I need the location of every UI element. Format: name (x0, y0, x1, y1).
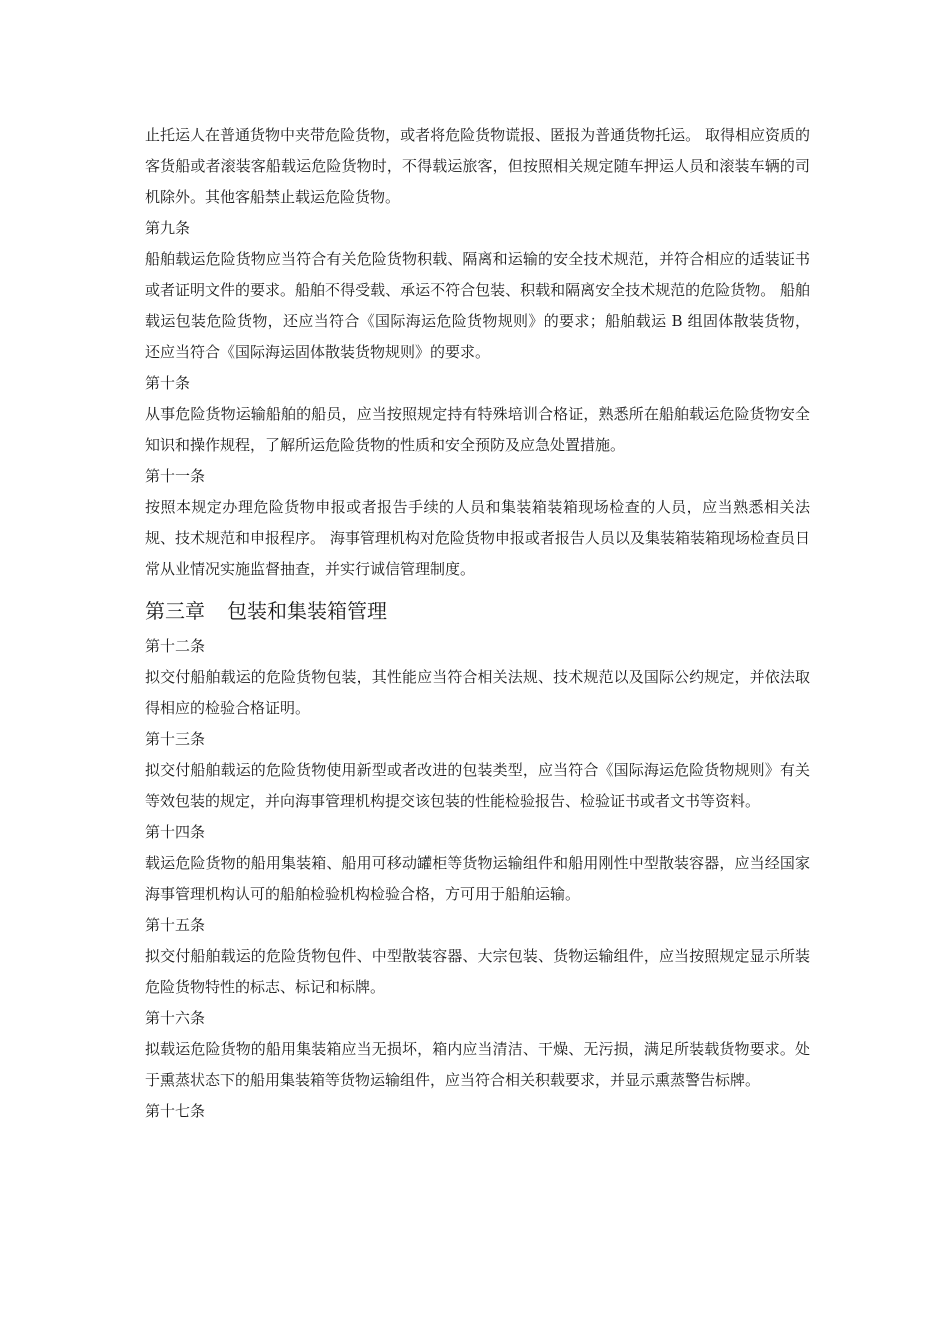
paragraph: 船舶载运危险货物应当符合有关危险货物积载、隔离和运输的安全技术规范，并符合相应的适装证书或者证明文件的要求。船舶不得受载、承运不符合包装、积载和隔离安全技术规范的危险货物。 船舶载运包装危险货物，还应当符合《国际海运危险货物规则》的要求；船舶载运 B 组固体散装货物，还应当符合《国际海运固体散装货物规则》的要求。 (145, 250, 810, 361)
paragraph: 拟载运危险货物的船用集装箱应当无损坏，箱内应当清洁、干燥、无污损，满足所装载货物要求。处于熏蒸状态下的船用集装箱等货物运输组件，应当符合相关积载要求，并显示熏蒸警告标牌。 (145, 1040, 810, 1089)
paragraph: 拟交付船舶载运的危险货物包装，其性能应当符合相关法规、技术规范以及国际公约规定，并依法取得相应的检验合格证明。 (145, 668, 810, 717)
chapter-heading (145, 597, 810, 625)
paragraph: 拟交付船舶载运的危险货物使用新型或者改进的包装类型，应当符合《国际海运危险货物规则》有关等效包装的规定，并向海事管理机构提交该包装的性能检验报告、检验证书或者文书等资料。 (145, 761, 810, 810)
article-heading: 第十四条 (145, 823, 206, 841)
article-heading: 第十七条 (145, 1102, 206, 1120)
chapter-number: 第三章 (145, 599, 205, 623)
article-heading: 第十三条 (145, 730, 206, 748)
paragraph: 按照本规定办理危险货物申报或者报告手续的人员和集装箱装箱现场检查的人员，应当熟悉相关法规、技术规范和申报程序。 海事管理机构对危险货物申报或者报告人员以及集装箱装箱现场检查员日常从业情况实施监督抽查，并实行诚信管理制度。 (145, 498, 810, 578)
document-page (145, 120, 810, 1127)
article-heading: 第十五条 (145, 916, 206, 934)
article-heading: 第十条 (145, 374, 191, 392)
article-heading: 第十六条 (145, 1009, 206, 1027)
article-heading: 第九条 (145, 219, 191, 237)
paragraph: 载运危险货物的船用集装箱、船用可移动罐柜等货物运输组件和船用刚性中型散装容器，应当经国家海事管理机构认可的船舶检验机构检验合格，方可用于船舶运输。 (145, 854, 810, 903)
article-heading: 第十一条 (145, 467, 206, 485)
paragraph: 止托运人在普通货物中夹带危险货物，或者将危险货物谎报、匿报为普通货物托运。 取得相应资质的客货船或者滚装客船载运危险货物时，不得载运旅客，但按照相关规定随车押运人员和滚装车辆的司机除外。其他客船禁止载运危险货物。 (145, 126, 810, 206)
chapter-title: 包装和集装箱管理 (227, 599, 387, 623)
paragraph: 从事危险货物运输船舶的船员，应当按照规定持有特殊培训合格证，熟悉所在船舶载运危险货物安全知识和操作规程，了解所运危险货物的性质和安全预防及应急处置措施。 (145, 405, 810, 454)
article-heading: 第十二条 (145, 637, 206, 655)
paragraph: 拟交付船舶载运的危险货物包件、中型散装容器、大宗包装、货物运输组件，应当按照规定显示所装危险货物特性的标志、标记和标牌。 (145, 947, 810, 996)
